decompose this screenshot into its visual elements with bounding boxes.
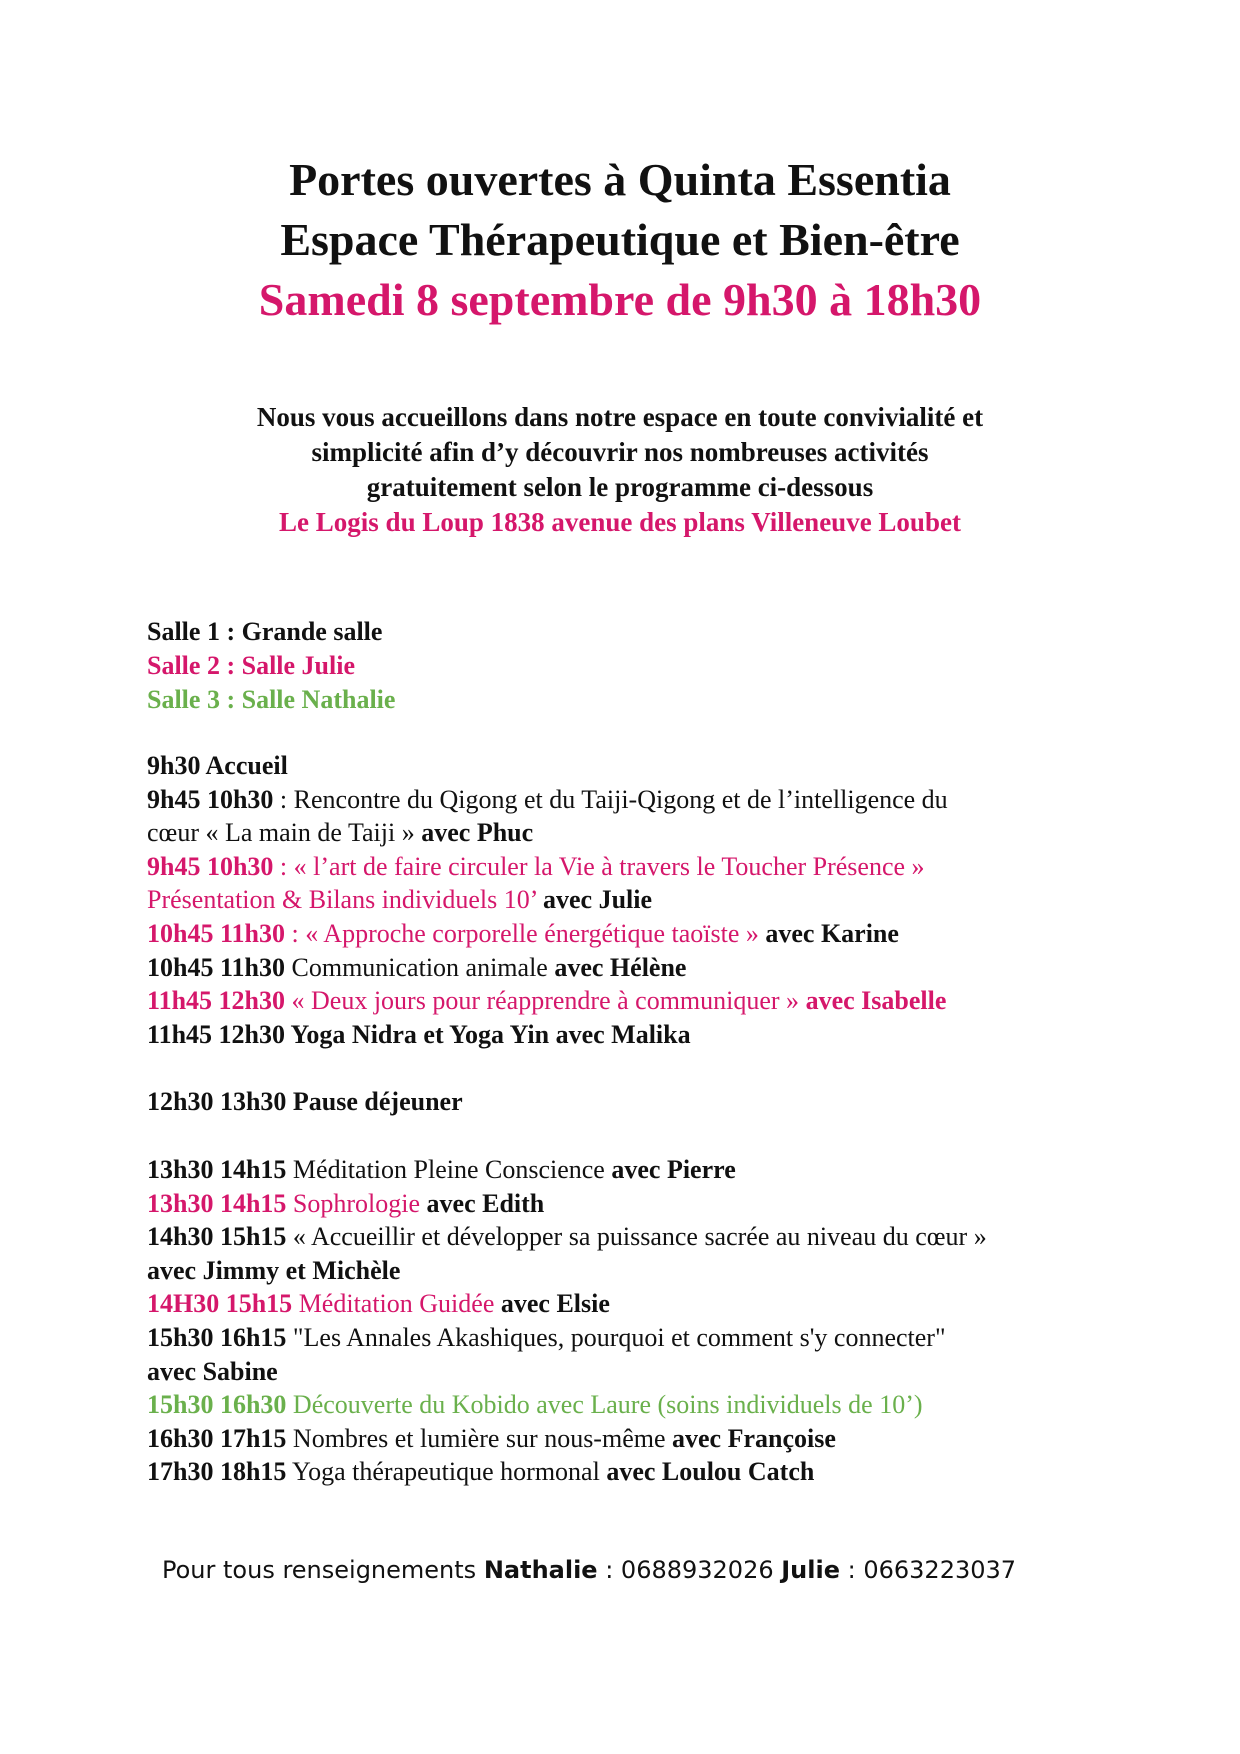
schedule-item-continued — [147, 1254, 1117, 1288]
schedule-time: 12h30 13h30 Pause déjeuner — [147, 1087, 463, 1117]
schedule-time: 9h45 10h30 — [147, 851, 274, 881]
footer-lead: Pour tous renseignements — [162, 1556, 484, 1584]
schedule-text: : « Approche corporelle énergétique taoïste » — [285, 918, 766, 948]
schedule-item — [147, 1388, 1117, 1422]
contact-footer — [162, 1553, 1016, 1587]
schedule-text: Découverte du Kobido avec Laure (soins individuels de 10’) — [286, 1390, 923, 1420]
schedule-item — [147, 1153, 1117, 1187]
schedule-item — [147, 951, 1117, 985]
schedule-host: avec Phuc — [421, 818, 534, 848]
schedule-item — [147, 1018, 1117, 1052]
spacer — [147, 1051, 1117, 1085]
schedule-time: 13h30 14h15 — [147, 1188, 287, 1218]
schedule-time: 9h45 10h30 — [147, 784, 274, 814]
schedule-text: Nombres et lumière sur nous-même — [286, 1423, 672, 1453]
room-3: Salle 3 : Salle Nathalie — [147, 685, 396, 714]
schedule-item — [147, 1085, 1117, 1119]
contact-phone-julie: : 0663223037 — [840, 1556, 1017, 1584]
page-subtitle: Espace Thérapeutique et Bien-être — [280, 214, 960, 265]
schedule-text: Sophrologie — [286, 1188, 427, 1218]
schedule-time: 16h30 17h15 — [147, 1423, 287, 1453]
schedule-time: 13h30 14h15 — [147, 1154, 287, 1184]
intro — [0, 400, 1240, 540]
schedule-host: avec Sabine — [147, 1356, 278, 1386]
schedule-text: Yoga thérapeutique hormonal — [286, 1457, 607, 1487]
schedule-time: 15h30 16h15 — [147, 1322, 287, 1352]
schedule-time: 11h45 12h30 Yoga Nidra et Yoga Yin avec Malika — [147, 1019, 691, 1049]
intro-line-2: simplicité afin d’y découvrir nos nombreuses activités — [311, 437, 929, 467]
schedule-host: avec Karine — [765, 918, 899, 948]
schedule-item — [147, 783, 1117, 817]
schedule-time: 14H30 15h15 — [147, 1289, 293, 1319]
schedule-host: avec Loulou Catch — [606, 1457, 815, 1487]
schedule-time: 11h45 12h30 — [147, 986, 285, 1016]
schedule-item — [147, 850, 1117, 884]
schedule-item — [147, 1287, 1117, 1321]
schedule-time: 15h30 16h30 — [147, 1390, 287, 1420]
schedule-item — [147, 1187, 1117, 1221]
header — [0, 150, 1240, 330]
schedule-host: avec Edith — [426, 1188, 545, 1218]
schedule-item-continued — [147, 883, 1117, 917]
schedule-host: avec Pierre — [611, 1154, 736, 1184]
intro-line-1: Nous vous accueillons dans notre espace en toute convivialité et — [256, 402, 984, 432]
schedule-time: 14h30 15h15 — [147, 1222, 287, 1252]
program-schedule — [147, 749, 1117, 1489]
schedule-item — [147, 1220, 1117, 1254]
contact-name-julie: Julie — [781, 1556, 840, 1584]
schedule-host: avec Hélène — [554, 952, 687, 982]
schedule-text: « Deux jours pour réapprendre à communiquer » — [285, 986, 806, 1016]
schedule-item-continued — [147, 816, 1117, 850]
schedule-text: cœur « La main de Taiji » — [147, 818, 422, 848]
intro-line-3: gratuitement selon le programme ci-dessous — [366, 472, 874, 502]
address: Le Logis du Loup 1838 avenue des plans Villeneuve Loubet — [279, 507, 961, 537]
schedule-text: Méditation Guidée — [292, 1289, 501, 1319]
schedule-text: : Rencontre du Qigong et du Taiji-Qigong et de l’intelligence du — [273, 784, 948, 814]
schedule-text: Présentation & Bilans individuels 10’ — [147, 885, 543, 915]
room-legend — [147, 615, 395, 717]
schedule-host: avec Jimmy et Michèle — [147, 1255, 401, 1285]
schedule-item — [147, 1455, 1117, 1489]
contact-phone-nathalie: : 0688932026 — [597, 1556, 782, 1584]
schedule-time: 17h30 18h15 — [147, 1457, 287, 1487]
schedule-time: 10h45 11h30 — [147, 952, 285, 982]
schedule-item — [147, 1321, 1117, 1355]
schedule-time: 10h45 11h30 — [147, 918, 285, 948]
schedule-time: 9h30 Accueil — [147, 751, 288, 780]
schedule-item — [147, 1422, 1117, 1456]
schedule-text: Méditation Pleine Conscience — [286, 1154, 612, 1184]
schedule-item-continued — [147, 1355, 1117, 1389]
schedule-host: avec Isabelle — [805, 986, 947, 1016]
page-title: Portes ouvertes à Quinta Essentia — [289, 154, 951, 205]
schedule-item — [147, 984, 1117, 1018]
schedule-text: "Les Annales Akashiques, pourquoi et comment s'y connecter" — [286, 1322, 946, 1352]
schedule-text: « Accueillir et développer sa puissance sacrée au niveau du cœur » — [286, 1222, 987, 1252]
schedule-host: avec Julie — [542, 885, 653, 915]
contact-name-nathalie: Nathalie — [483, 1556, 598, 1584]
schedule-text: Communication animale — [285, 952, 555, 982]
schedule-host: avec Elsie — [500, 1289, 610, 1319]
event-date: Samedi 8 septembre de 9h30 à 18h30 — [258, 274, 982, 325]
room-2: Salle 2 : Salle Julie — [147, 651, 355, 680]
schedule-text: : « l’art de faire circuler la Vie à travers le Toucher Présence » — [273, 851, 925, 881]
schedule-item — [147, 749, 1117, 783]
spacer — [147, 1119, 1117, 1153]
schedule-item — [147, 917, 1117, 951]
schedule-host: avec Françoise — [672, 1423, 836, 1453]
room-1: Salle 1 : Grande salle — [147, 617, 383, 646]
